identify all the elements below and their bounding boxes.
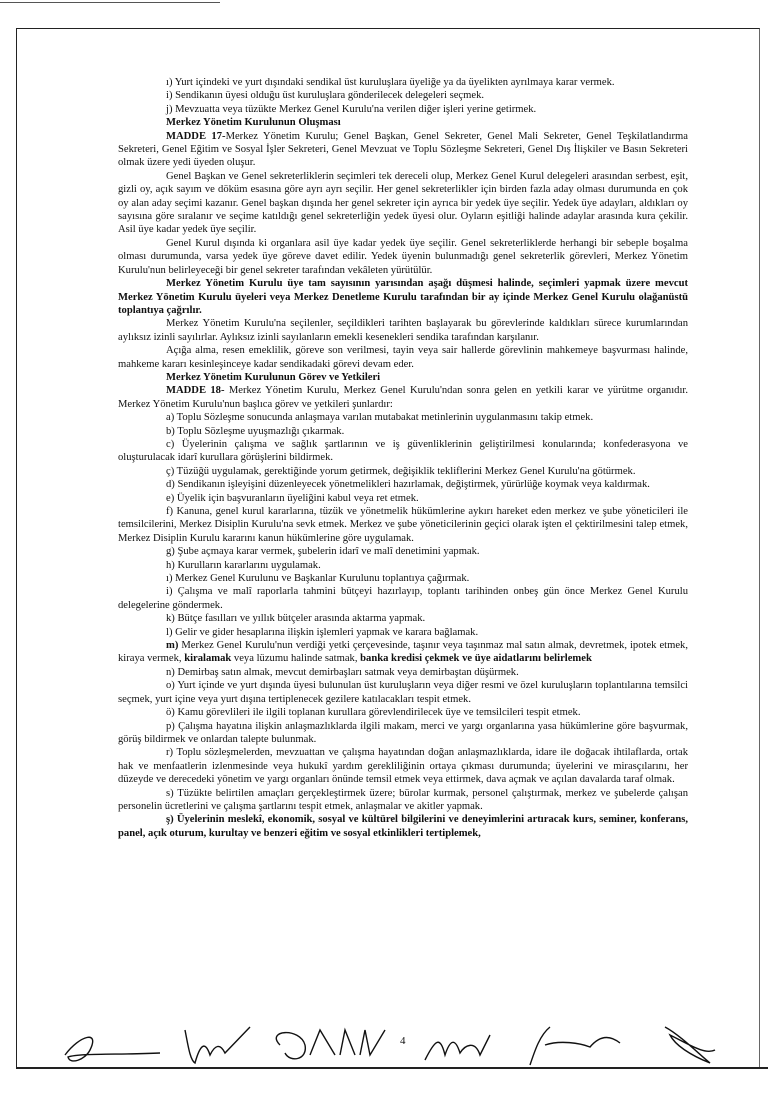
item-m-text: Merkez Genel Kurulu'nun verdiği yetki çerçevesinde, taşınır veya taşınmaz mal satın almak, devretmek, ipotek etmek, kiraya vermek, xyxy=(118,640,688,665)
section-heading-gorev: Merkez Yönetim Kurulunun Görev ve Yetkileri xyxy=(166,371,381,383)
item-m xyxy=(118,639,688,666)
item-b: b) Toplu Sözleşme uyuşmazlığı çıkarmak. xyxy=(166,425,345,437)
scan-edge-line xyxy=(0,2,220,3)
paragraph-elections: Genel Başkan ve Genel sekreterliklerin seçimleri tek dereceli olup, Merkez Genel Kurul delegeleri arasından serbest, eşit, gizli oy, açık sayım ve döküm esasına göre ayrı ayrı seçilir. Her genel sekreterlikler için birden fazla aday olması durumunda en çok oy alan aday seçimi kazanır. Genel başkan dışında her genel sekreter için ayrıca bir yedek üye seçilir. Yedek üye adayları, aldıkları oy sayısına göre sıralanır ve seçime katıldığı genel sekreterliğin yedek üyesi olur. Oyların eşitliği halinde adaylar arasında kura çekilir. Asil üye kadar yedek üye seçilir. xyxy=(118,170,688,236)
signature-footer xyxy=(60,1025,740,1070)
item-m-label: m) xyxy=(166,640,179,652)
item-s: s) Tüzükte belirtilen amaçları gerçekleştirmek üzere; bürolar kurmak, personel çalıştırmak, merkez ve şubelerde çalışan personelin ücretlerini ve çalışma şartlarını tespit etmek, anlaşmalar ve akitler yapmak. xyxy=(118,787,688,812)
item-h: h) Kurulların kararlarını uygulamak. xyxy=(166,559,321,571)
item-f: f) Kanuna, genel kurul kararlarına, tüzük ve yönetmelik hükümlerine aykırı hareket eden merkez ve şube yöneticileri ile temsilcilerini, Merkez Disiplin Kurulu'na sevk etmek. Merkez ve şube yöneticilerinin geçici olarak işten el çektirilmesini talep etmek, Merkez Disiplin Kurulu kararını kanun hükümlerine göre uygulamak. xyxy=(118,506,688,544)
signature-mark xyxy=(520,1025,630,1067)
item-c: c) Üyelerinin çalışma ve sağlık şartlarının ve iş güvenliklerinin geliştirilmesi konularında; konfederasyona ve oluşturulacak idarî kurullara görüşlerini bildirmek. xyxy=(118,438,688,464)
signature-mark xyxy=(420,1025,530,1067)
signature-mark xyxy=(260,1025,390,1067)
item-e: e) Üyelik için başvuranların üyeliğini kabul veya ret etmek. xyxy=(166,492,419,504)
item-i-2: i) Çalışma ve malî raporlarla tahmini bütçeyi hazırlayıp, toplantı tarihinden onbeş gün önce Merkez Genel Kurulu delegelerine göndermek. xyxy=(118,586,688,611)
article-17 xyxy=(118,130,688,170)
document-body xyxy=(118,76,688,840)
article-17-label: MADDE 17- xyxy=(166,130,226,142)
item-o-umlaut: ö) Kamu görevlileri ile ilgili toplanan kurullara görevlendirilecek üye ve temsilcileri tespit etmek. xyxy=(166,707,581,719)
article-18-text: Merkez Yönetim Kurulu, Merkez Genel Kurulu'ndan sonra gelen en yetkili karar ve yürütme organıdır. Merkez Yönetim Kurulu'nun başlıca görev ve yetkileri şunlardır: xyxy=(118,385,688,410)
item-m-text-2: veya lüzumu halinde satmak, xyxy=(231,653,361,665)
item-i-dotless: ı) Yurt içindeki ve yurt dışındaki sendikal üst kuruluşlara üyeliğe ya da üyelikten ayrılmaya karar vermek. xyxy=(166,77,615,88)
article-17-text: Merkez Yönetim Kurulu; Genel Başkan, Genel Sekreter, Genel Mali Sekreter, Genel Teşkilatlandırma Sekreteri, Genel Eğitim ve Sosyal İşler Sekreteri, Genel Mevzuat ve Toplu Sözleşme Sekreteri, Genel Dış İlişkiler ve Basın Sekreteri olmak üzere yedi üyeden oluşur. xyxy=(118,130,688,169)
article-18-label: MADDE 18- xyxy=(166,385,225,397)
item-o: o) Yurt içinde ve yurt dışında üyesi bulunulan üst kuruluşların veya diğer resmi ve özel kuruluşların toplantılarına temsilci seçmek, yurt içine veya yurt dışına tertiplenecek gezilere katılacakları tespit etmek. xyxy=(118,680,688,705)
item-d: d) Sendikanın işleyişini düzenleyecek yönetmelikleri hazırlamak, değiştirmek, yürürlüğe koymak veya kaldırmak. xyxy=(166,479,650,491)
item-i: i) Sendikanın üyesi olduğu üst kuruluşlara gönderilecek delegeleri seçmek. xyxy=(166,90,485,102)
item-r: r) Toplu sözleşmelerden, mevzuattan ve çalışma hayatından doğan anlaşmazlıklarda, idare ile doğacak ihtilaflarda, ortak hak ve menfaatlerin izlenmesinde veya hukukî yardım gerekliliğinin ortaya çıkması durumunda; üyelerini ve mirasçılarını, her düzeyde ve derecedeki yönetim ve yargı organları önünde temsil etmek veya ettirmek, dava açmak ve açılan davalarda taraf olmak. xyxy=(118,747,688,786)
page-number: 4 xyxy=(400,1035,406,1047)
signature-mark xyxy=(180,1025,260,1067)
signature-mark xyxy=(60,1025,170,1067)
item-k: k) Bütçe fasılları ve yıllık bütçeler arasında aktarma yapmak. xyxy=(166,613,426,625)
item-m-bold-2: banka kredisi çekmek ve üye aidatlarını belirlemek xyxy=(360,653,592,665)
paragraph-quorum: Merkez Yönetim Kurulu üye tam sayısının yarısından aşağı düşmesi halinde, seçimleri yapmak üzere mevcut Merkez Yönetim Kurulu üyeleri veya Merkez Denetleme Kurulu tarafından bir ay içinde Merkez Genel Kurulu olağanüstü toplantıya çağrılır. xyxy=(118,278,688,316)
item-l: l) Gelir ve gider hesaplarına ilişkin işlemleri yapmak ve karara bağlamak. xyxy=(166,626,479,638)
item-s-cedilla: ş) Üyelerinin meslekî, ekonomik, sosyal ve kültürel bilgilerini ve deneyimlerini artıracak kurs, seminer, konferans, panel, açık oturum, kurultay ve benzeri eğitim ve sosyal etkinlikleri tertiplemek, xyxy=(118,814,688,839)
item-c-cedilla: ç) Tüzüğü uygulamak, gerektiğinde yorum getirmek, değişiklik tekliflerini Merkez Genel Kurulu'na götürmek. xyxy=(166,465,636,477)
item-j: j) Mevzuatta veya tüzükte Merkez Genel Kurulu'na verilen diğer işleri yerine getirmek. xyxy=(166,103,537,115)
paragraph-substitutes: Genel Kurul dışında ki organlara asil üye kadar yedek üye seçilir. Genel sekreterliklerde herhangi bir sebeple boşalma olması durumunda, varsa yedek üye göreve davet edilir. Yedek üyenin bulunmadığı genel sekreterlik görevleri, Merkez Yönetim Kurulu'nun belirleyeceği bir genel sekreter tarafından vekâleten yürütülür. xyxy=(118,237,688,276)
signature-mark xyxy=(660,1025,720,1067)
article-18 xyxy=(118,384,688,411)
item-a: a) Toplu Sözleşme sonucunda anlaşmaya varılan mutabakat metinlerinin uygulanmasını takip etmek. xyxy=(166,412,594,424)
item-m-bold-1: kiralamak xyxy=(184,653,232,665)
paragraph-unpaid-leave: Merkez Yönetim Kurulu'na seçilenler, seçildikleri tarihten başlayarak bu görevlerinde kaldıkları sürece kurumlarından aylıksız izinli sayılırlar. Aylıksız izinli sayılanların emekli kesenekleri sendika tarafından karşılanır. xyxy=(118,318,688,343)
paragraph-court: Açığa alma, resen emeklilik, göreve son verilmesi, tayin veya sair hallerde görevlinin mahkemeye başvurması halinde, mahkeme kararı kesinleşinceye kadar sendikadaki görevi devam eder. xyxy=(118,345,688,370)
item-i-dotless-2: ı) Merkez Genel Kurulunu ve Başkanlar Kurulunu toplantıya çağırmak. xyxy=(166,573,470,585)
item-p: p) Çalışma hayatına ilişkin anlaşmazlıklarda ilgili makam, merci ve yargı organlarına yasa hükümlerine göre başvurmak, görüş bildirmek ve onlardan talepte bulunmak. xyxy=(118,720,688,745)
section-heading-olusmasi: Merkez Yönetim Kurulunun Oluşması xyxy=(166,117,341,129)
item-n: n) Demirbaş satın almak, mevcut demirbaşları satmak veya demirbaştan düşürmek. xyxy=(166,666,519,678)
item-g: g) Şube açmaya karar vermek, şubelerin idarî ve malî denetimini yapmak. xyxy=(166,546,480,558)
